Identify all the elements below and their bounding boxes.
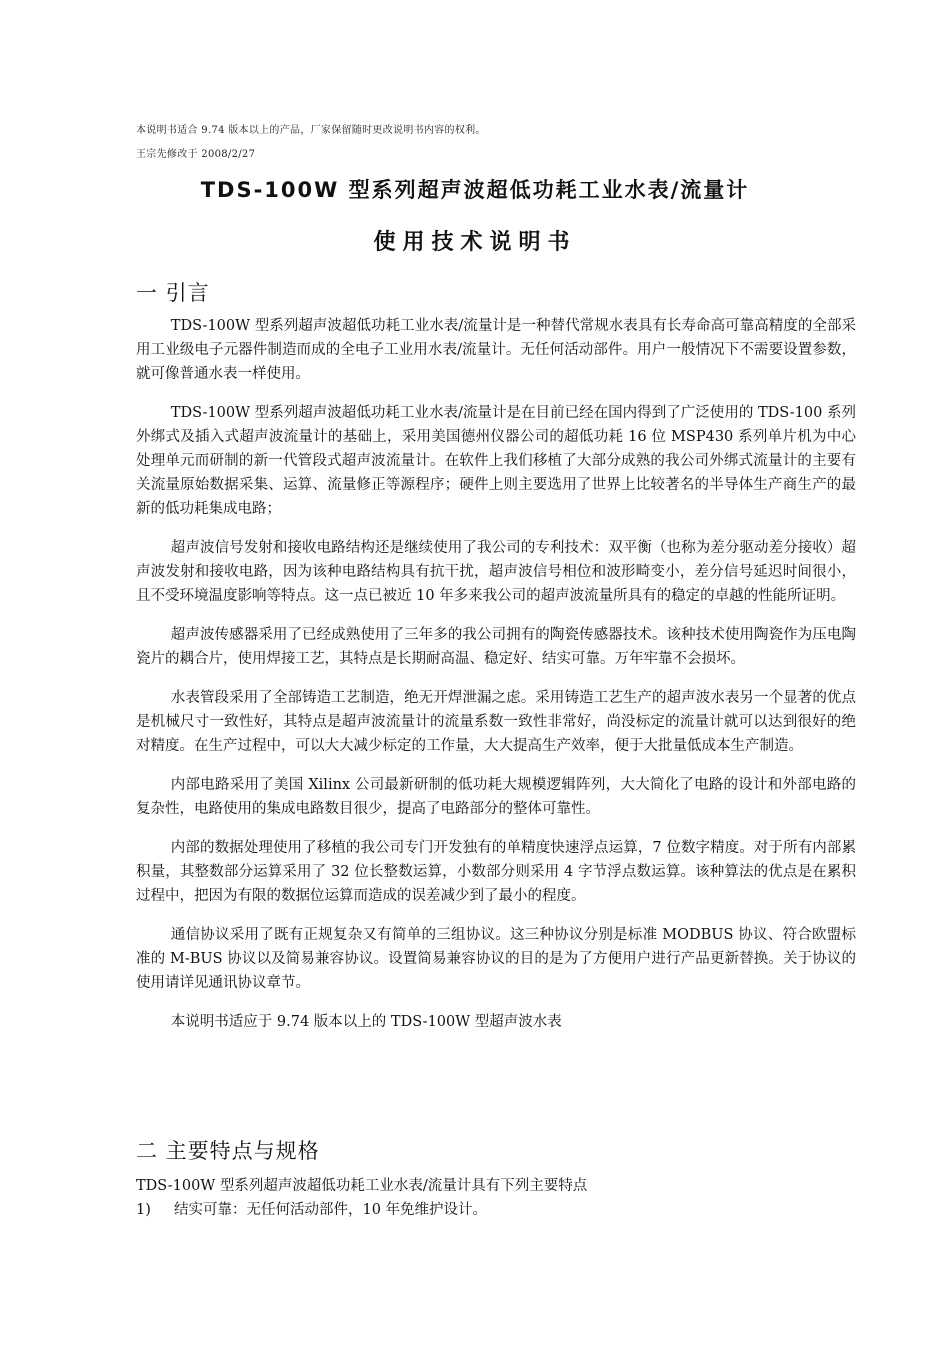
paragraph: 本说明书适应于 9.74 版本以上的 TDS-100W 型超声波水表 [170, 1014, 562, 1030]
paragraph: 水表管段采用了全部铸造工艺制造，绝无开焊泄漏之虑。采用铸造工艺生产的超声波水表另一个显著的优点是机械尺寸一致性好，其特点是超声波流量计的流量系数一致性非常好，尚没标定的流量计就可以达到很好的绝对精度。在生产过程中，可以大大减少标定的工作量，大大提高生产效率，便于大批量低成本生产制造。 [136, 690, 856, 754]
feature-item [136, 1198, 856, 1222]
paragraph: TDS-100W 型系列超声波超低功耗工业水表/流量计是一种替代常规水表具有长寿命高可靠高精度的全部采用工业级电子元器件制造而成的全电子工业用水表/流量计。无任何活动部件。用户一般情况下不需要设置参数，就可像普通水表一样使用。 [136, 318, 856, 382]
features-section [136, 1174, 856, 1222]
paragraph: TDS-100W 型系列超声波超低功耗工业水表/流量计是在目前已经在国内得到了广泛使用的 TDS-100 系列外绑式及插入式超声波流量计的基础上，采用美国德州仪器公司的超低功耗 16 位 MSP430 系列单片机为中心处理单元而研制的新一代管段式超声波流量计。在软件上我们移植了大部分成熟的我公司外绑式流量计的主要有关流量原始数据采集、运算、流量修正等源程序；硬件上则主要选用了世界上比较著名的半导体生产商生产的最新的低功耗集成电路； [136, 405, 856, 517]
paragraph: 内部的数据处理使用了移植的我公司专门开发独有的单精度快速浮点运算，7 位数字精度。对于所有内部累积量，其整数部分运算采用了 32 位长整数运算，小数部分则采用 4 字节浮点数运算。该种算法的优点是在累积过程中，把因为有限的数据位运算而造成的误差减少到了最小的程度。 [136, 840, 856, 904]
section-heading-features: 二 主要特点与规格 [136, 1139, 320, 1163]
document-title: TDS-100W 型系列超声波超低功耗工业水表/流量计 [200, 178, 750, 202]
revision-note: 王宗先修改于 2008/2/27 [136, 149, 256, 160]
paragraph: 通信协议采用了既有正规复杂又有简单的三组协议。这三种协议分别是标准 MODBUS 协议、符合欧盟标准的 M-BUS 协议以及简易兼容协议。设置简易兼容协议的目的是为了方便用户进行产品更新替换。关于协议的使用请详见通讯协议章节。 [136, 927, 856, 991]
feature-text: 结实可靠：无任何活动部件，10 年免维护设计。 [174, 1202, 488, 1218]
paragraph: 超声波传感器采用了已经成熟使用了三年多的我公司拥有的陶瓷传感器技术。该种技术使用陶瓷作为压电陶瓷片的耦合片，使用焊接工艺，其特点是长期耐高温、稳定好、结实可靠。万年牢靠不会损坏。 [136, 627, 856, 667]
version-note: 本说明书适合 9.74 版本以上的产品，厂家保留随时更改说明书内容的权利。 [136, 125, 486, 136]
feature-number: 1) [136, 1202, 151, 1218]
paragraph: 超声波信号发射和接收电路结构还是继续使用了我公司的专利技术：双平衡（也称为差分驱动差分接收）超声波发射和接收电路，因为该种电路结构具有抗干扰，超声波信号相位和波形畸变小，差分信号延迟时间很小，且不受环境温度影响等特点。这一点已被近 10 年多来我公司的超声波流量所具有的稳定的卓越的性能所证明。 [136, 540, 856, 604]
introduction-body [136, 314, 856, 1049]
section-heading-introduction: 一 引言 [136, 281, 210, 305]
paragraph: 内部电路采用了美国 Xilinx 公司最新研制的低功耗大规模逻辑阵列，大大简化了电路的设计和外部电路的复杂性，电路使用的集成电路数目很少，提高了电路部分的整体可靠性。 [136, 777, 856, 817]
features-intro: TDS-100W 型系列超声波超低功耗工业水表/流量计具有下列主要特点 [136, 1178, 588, 1194]
document-subtitle: 使用技术说明书 [373, 230, 577, 255]
